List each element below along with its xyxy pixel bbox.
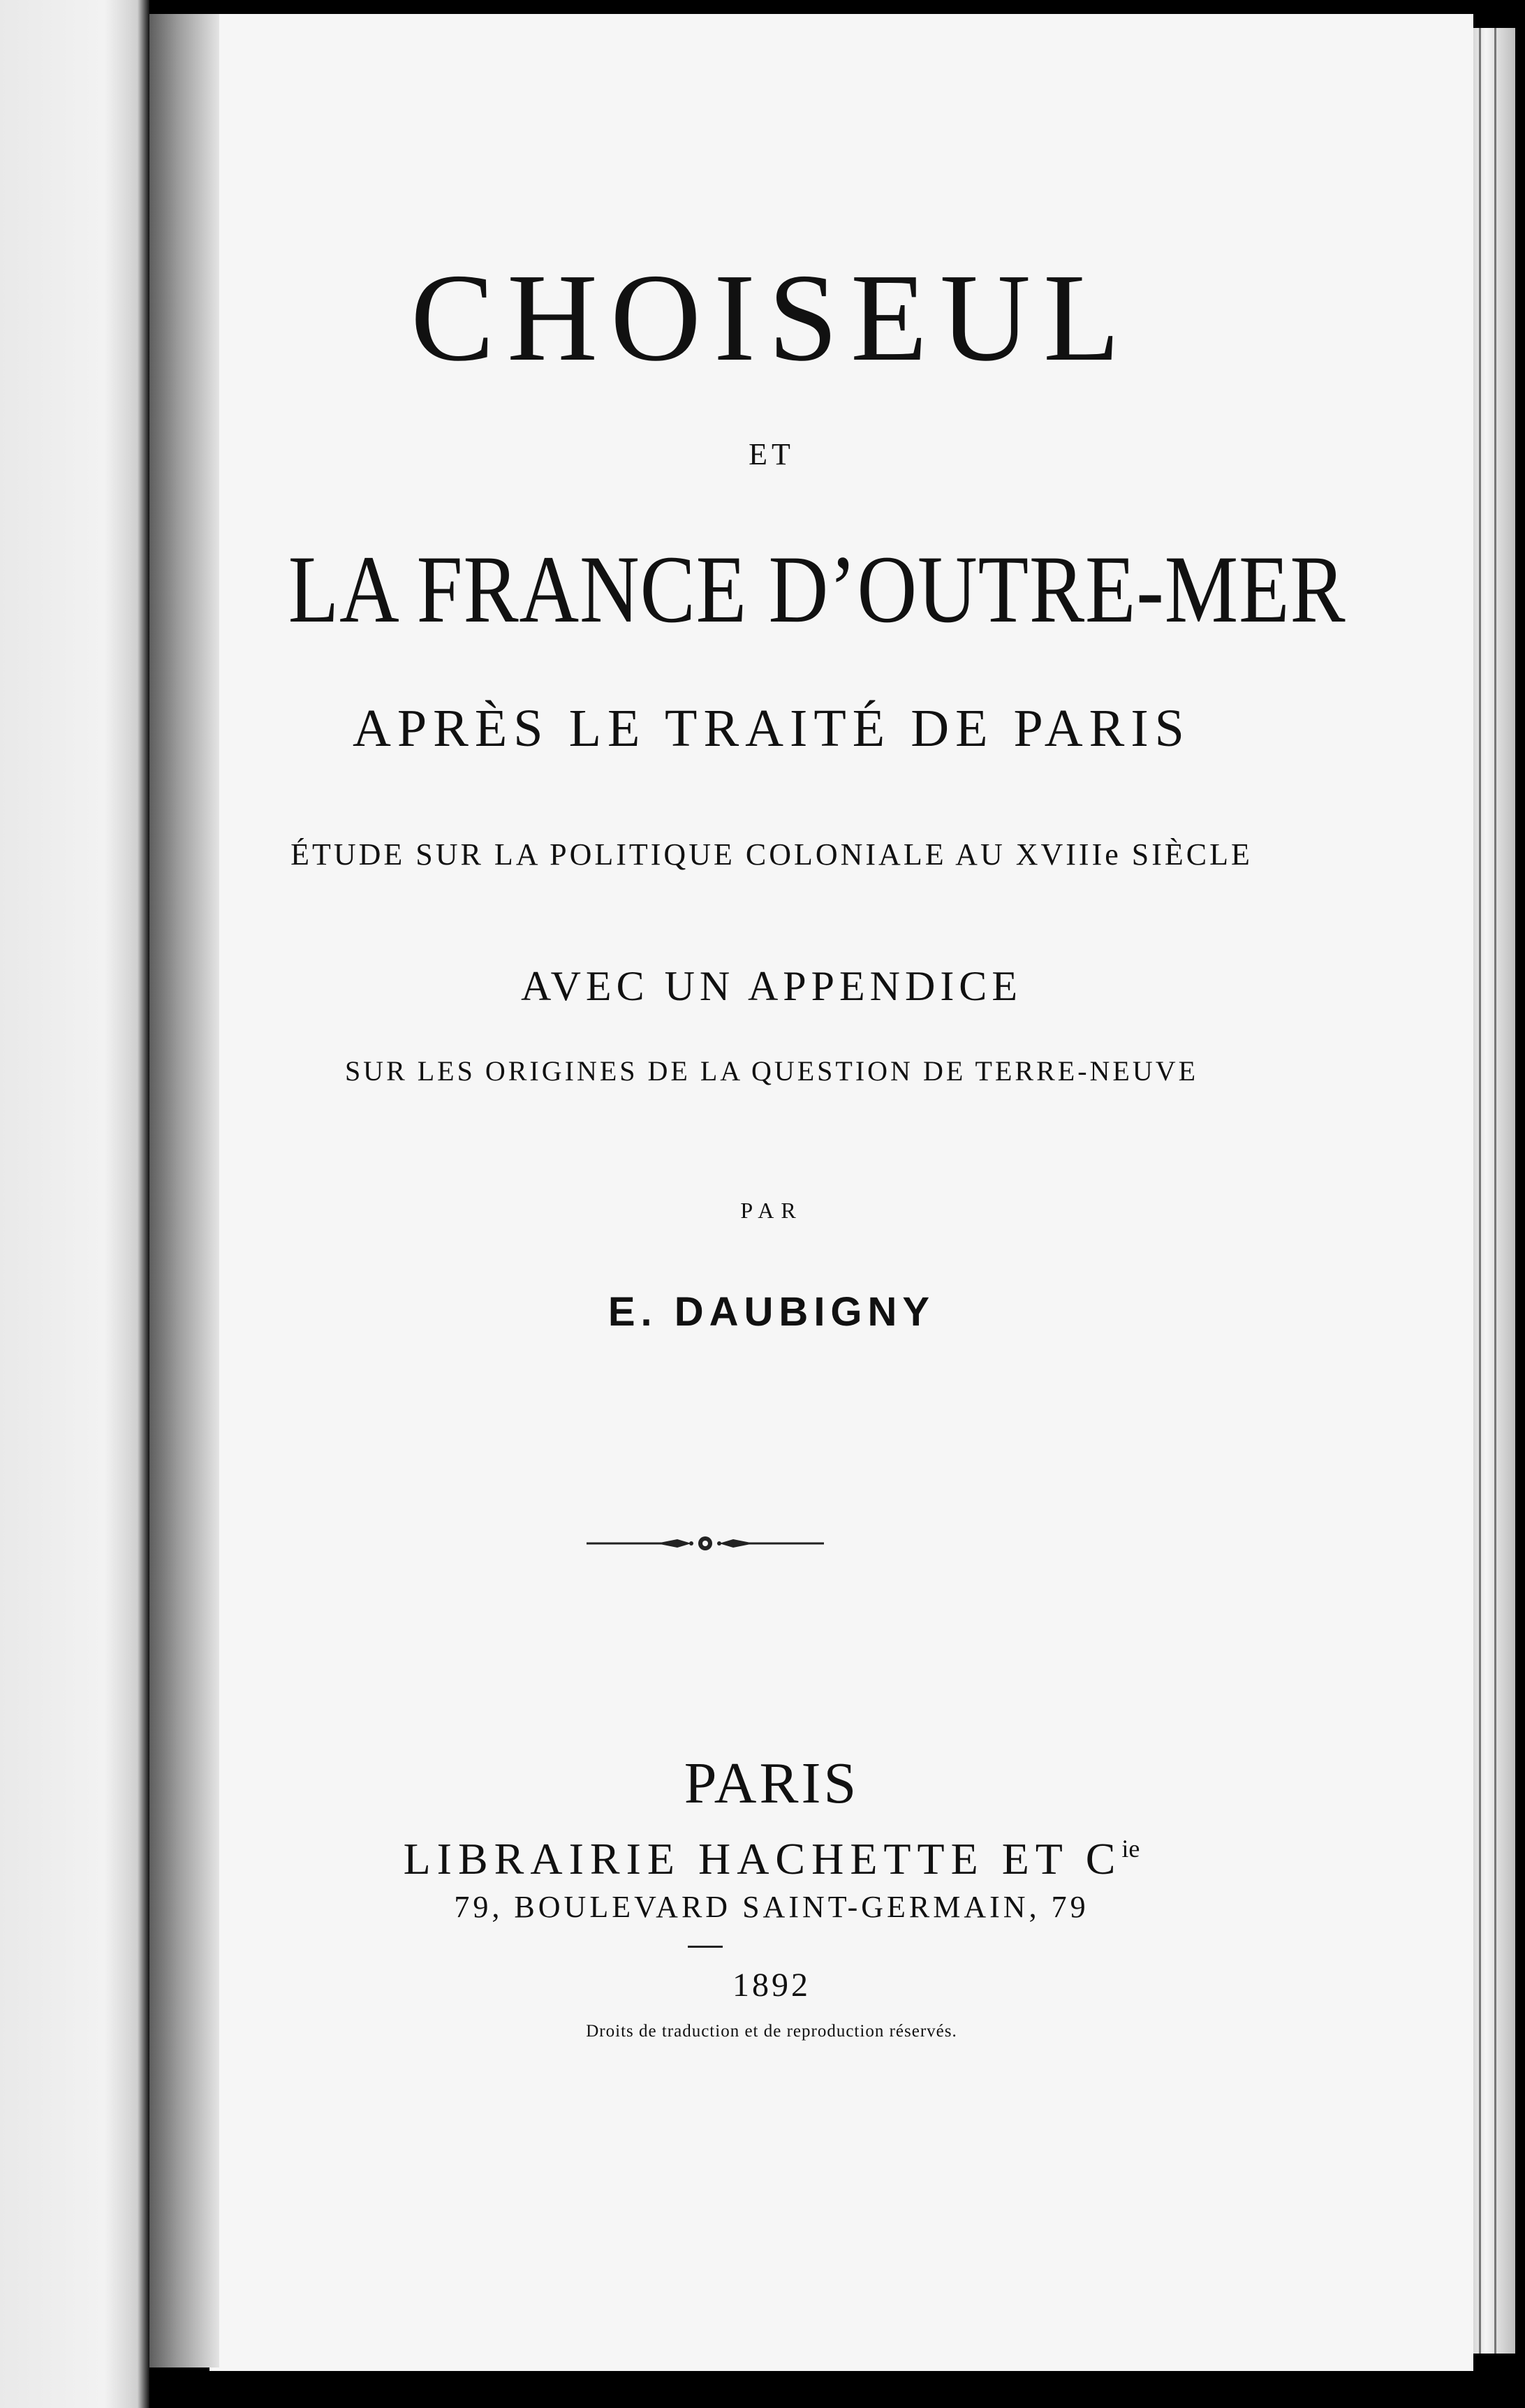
imprint-publisher (209, 1833, 1334, 1885)
imprint-rule (688, 1946, 723, 1948)
spine-shadow (149, 14, 219, 2367)
facing-page-edge (0, 0, 149, 2408)
author-by: PAR (740, 1198, 803, 1223)
author-name: E. DAUBIGNY (607, 1289, 936, 1335)
imprint-year: 1892 (732, 1967, 811, 2004)
book-subtitle: LA FRANCE D’OUTRE-MER (288, 536, 1346, 643)
fleuron-rule-ornament-icon (587, 1534, 824, 1553)
study-description: ÉTUDE SUR LA POLITIQUE COLONIALE AU XVIIIe SIÈCLE (290, 837, 1253, 872)
imprint-address: 79, BOULEVARD SAINT-GERMAIN, 79 (454, 1890, 1089, 1924)
title-conjunction: ET (749, 437, 795, 471)
publisher-suffix: ie (1121, 1835, 1140, 1863)
appendix-topic: SUR LES ORIGINES DE LA QUESTION DE TERRE-NEUVE (344, 1055, 1199, 1087)
page-edge-line (1479, 28, 1481, 2354)
imprint-city: PARIS (684, 1751, 860, 1816)
appendix-heading: AVEC UN APPENDICE (521, 963, 1022, 1009)
page-edge-line (1494, 28, 1496, 2354)
publisher-name: LIBRAIRIE HACHETTE ET C (403, 1834, 1122, 1884)
book-title: CHOISEUL (411, 248, 1133, 387)
book-subtitle-2: APRÈS LE TRAITÉ DE PARIS (353, 699, 1191, 758)
rights-notice: Droits de traduction et de reproduction réservés. (586, 2022, 957, 2041)
